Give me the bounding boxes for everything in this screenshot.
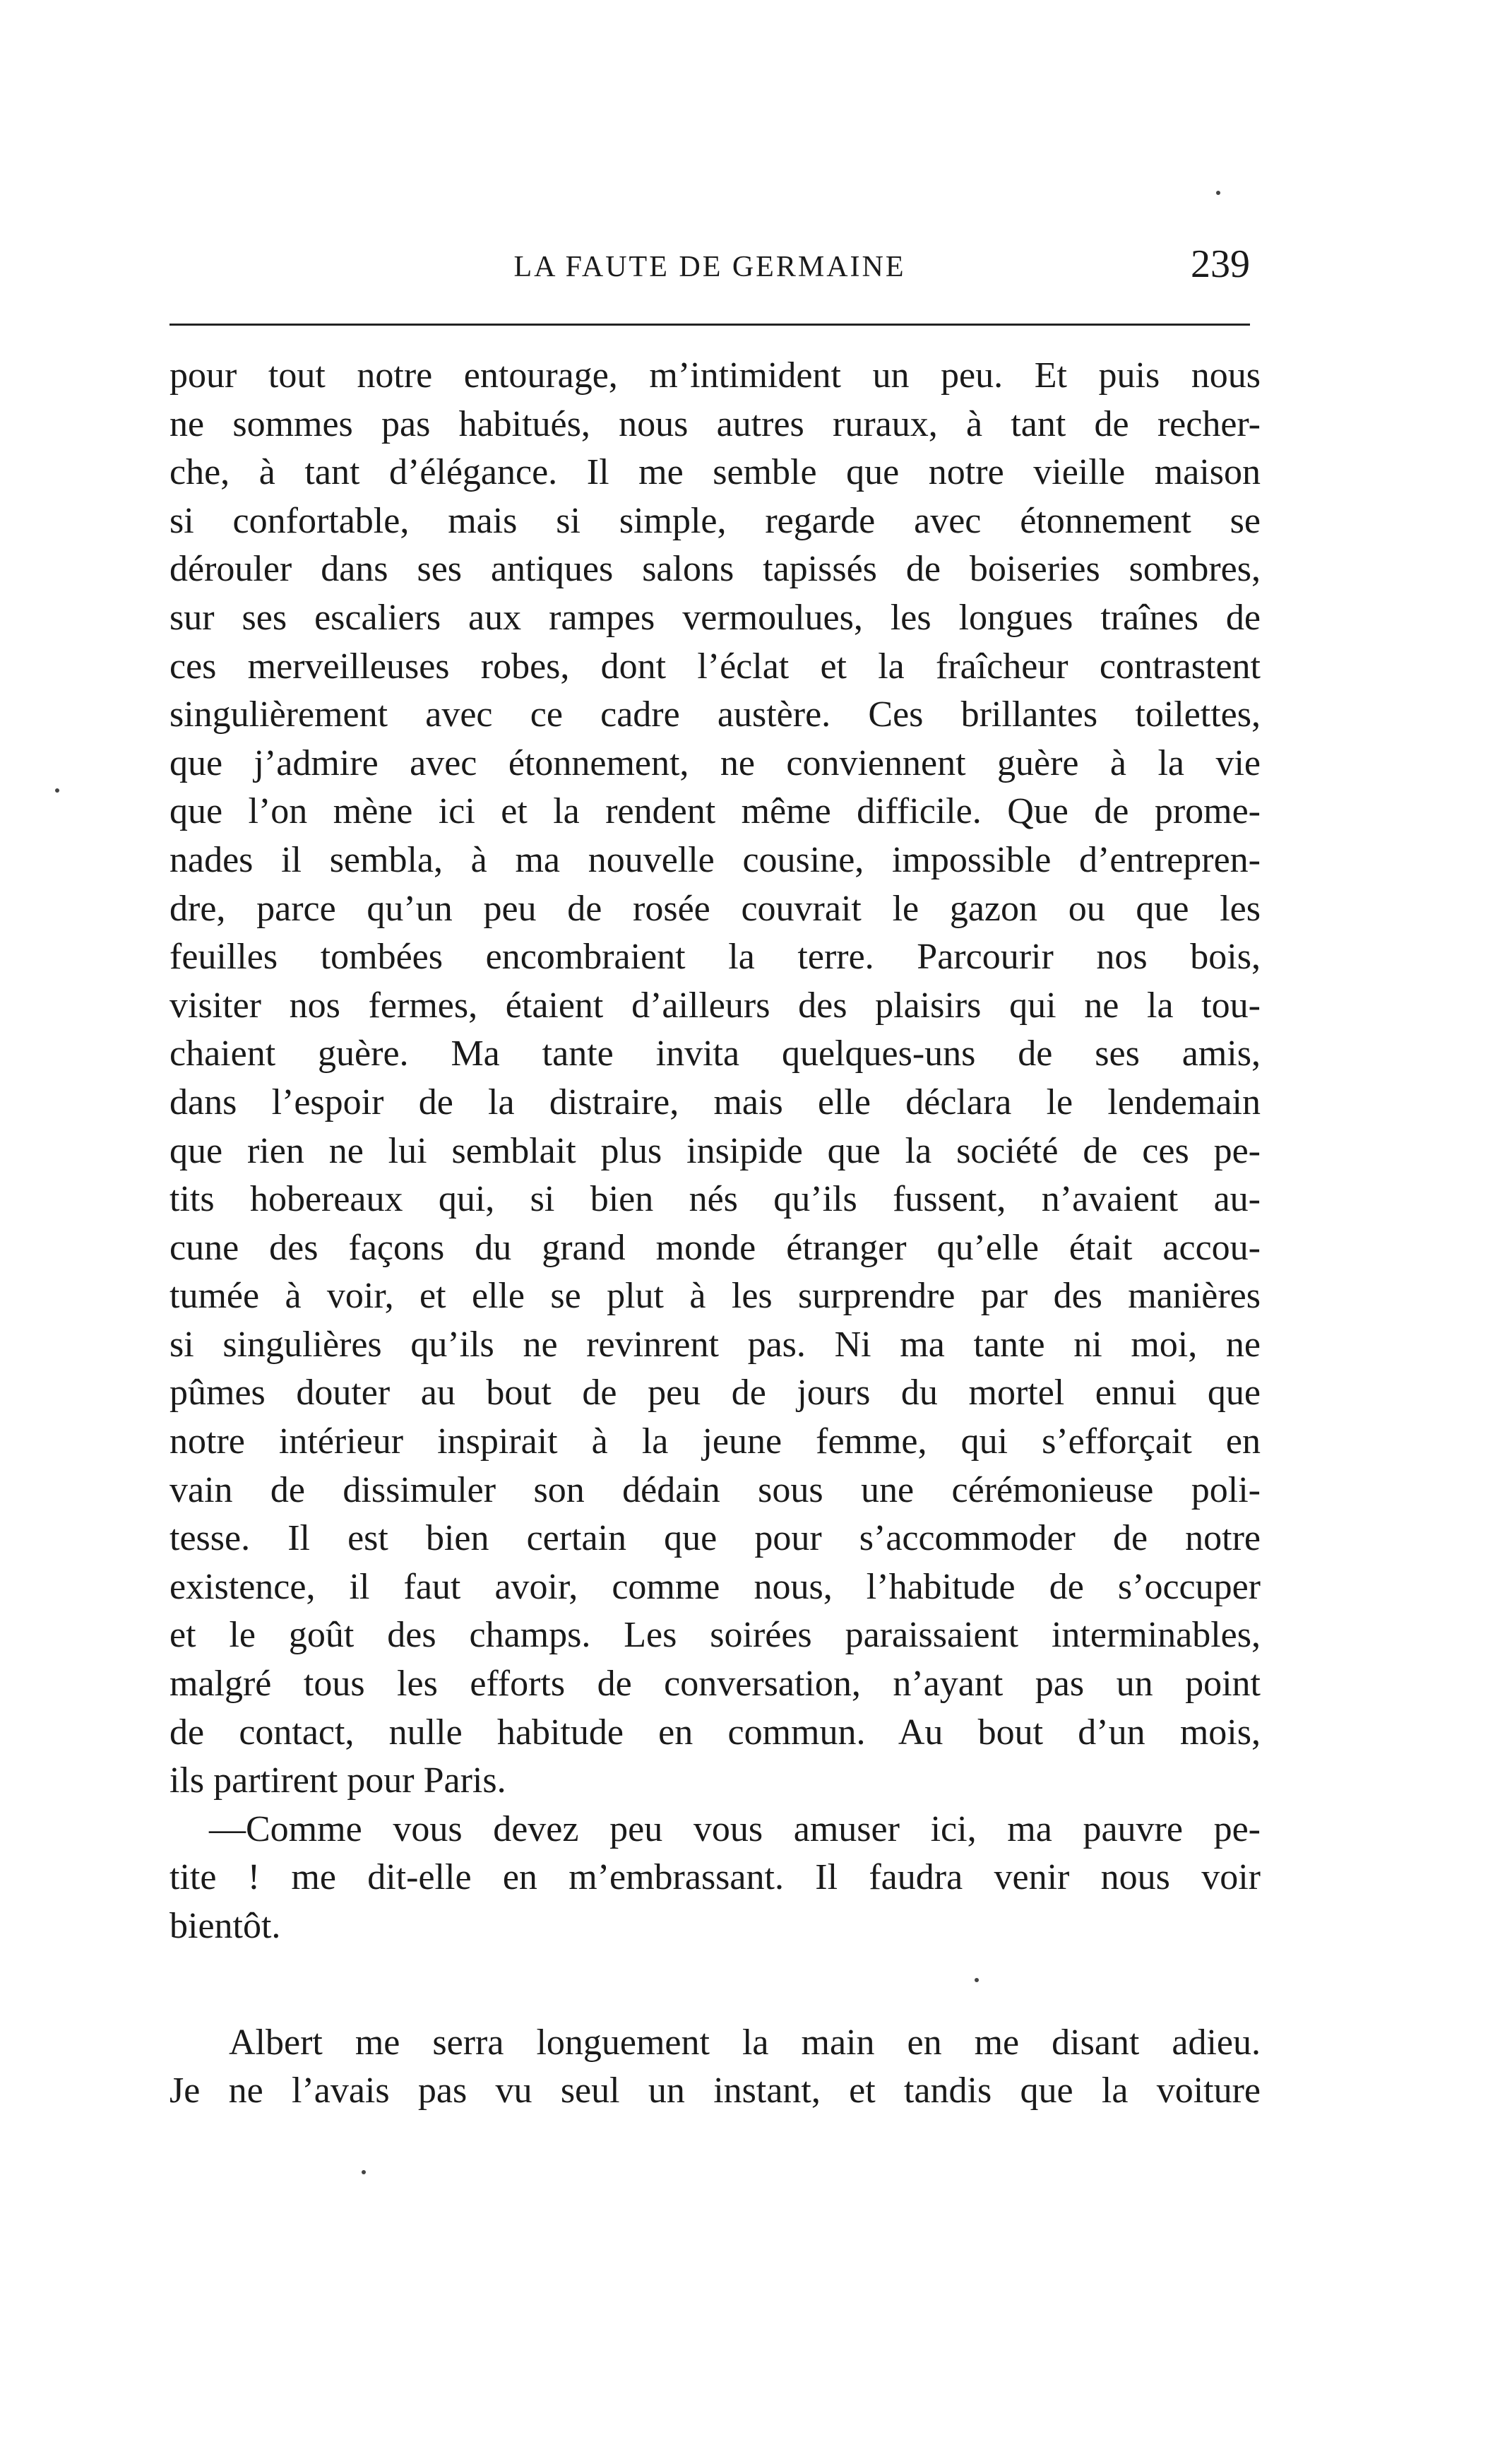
- section-break: [169, 1951, 1261, 2019]
- running-head: [169, 237, 1250, 294]
- text-line: ces merveilleuses robes, dont l’éclat et la fraîcheur contrastent: [169, 646, 1261, 687]
- print-speck: [1216, 191, 1220, 195]
- text-line: dérouler dans ses antiques salons tapissés de boiseries sombres,: [169, 549, 1261, 590]
- text-line: nades il sembla, à ma nouvelle cousine, impossible d’entrepren-: [169, 839, 1261, 880]
- body-text: [169, 352, 1261, 2116]
- text-line: pour tout notre entourage, m’intimident un peu. Et puis nous: [169, 355, 1261, 396]
- text-line: si confortable, mais si simple, regarde avec étonnement se: [169, 500, 1261, 541]
- text-line: chaient guère. Ma tante invita quelques-uns de ses amis,: [169, 1033, 1261, 1074]
- print-speck: [362, 2170, 366, 2174]
- text-line: Albert me serra longuement la main en me disant adieu.: [229, 2022, 1261, 2063]
- page-number: 239: [1191, 242, 1250, 286]
- text-line: bientôt.: [169, 1906, 281, 1946]
- text-line: singulièrement avec ce cadre austère. Ces brillantes toilettes,: [169, 694, 1261, 735]
- text-line: si singulières qu’ils ne revinrent pas. Ni ma tante ni moi, ne: [169, 1324, 1261, 1365]
- text-line: feuilles tombées encombraient la terre. Parcourir nos bois,: [169, 937, 1261, 978]
- text-line: tumée à voir, et elle se plut à les surprendre par des manières: [169, 1276, 1261, 1317]
- text-line: pûmes douter au bout de peu de jours du mortel ennui que: [169, 1373, 1261, 1414]
- text-line: dre, parce qu’un peu de rosée couvrait le gazon ou que les: [169, 888, 1261, 929]
- text-line: vain de dissimuler son dédain sous une cérémonieuse poli-: [169, 1469, 1261, 1510]
- print-speck: [975, 1978, 979, 1982]
- text-line: cune des façons du grand monde étranger qu’elle était accou-: [169, 1227, 1261, 1268]
- paragraph-2: [169, 1806, 1261, 1951]
- text-line: tesse. Il est bien certain que pour s’accommoder de notre: [169, 1518, 1261, 1559]
- text-line: ils partirent pour Paris.: [169, 1760, 506, 1801]
- text-line: sur ses escaliers aux rampes vermoulues, les longues traînes de: [169, 597, 1261, 638]
- paragraph-3: [169, 2019, 1261, 2116]
- text-line: et le goût des champs. Les soirées paraissaient interminables,: [169, 1615, 1261, 1656]
- header-rule: [169, 324, 1250, 326]
- text-line: que l’on mène ici et la rendent même difficile. Que de prome-: [169, 791, 1261, 832]
- text-line: que rien ne lui semblait plus insipide que la société de ces pe-: [169, 1130, 1261, 1171]
- text-line: ne sommes pas habitués, nous autres ruraux, à tant de recher-: [169, 403, 1261, 444]
- text-line: tits hobereaux qui, si bien nés qu’ils fussent, n’avaient au-: [169, 1179, 1261, 1220]
- print-speck: [55, 788, 59, 793]
- running-title: LA FAUTE DE GERMAINE: [513, 251, 906, 283]
- text-line: che, à tant d’élégance. Il me semble que notre vieille maison: [169, 452, 1261, 493]
- text-line: malgré tous les efforts de conversation, n’ayant pas un point: [169, 1664, 1261, 1705]
- paragraph-1: [169, 352, 1261, 1806]
- text-line: notre intérieur inspirait à la jeune femme, qui s’efforçait en: [169, 1421, 1261, 1462]
- text-line: —Comme vous devez peu vous amuser ici, ma pauvre pe-: [209, 1808, 1261, 1849]
- text-line: que j’admire avec étonnement, ne conviennent guère à la vie: [169, 742, 1261, 783]
- text-line: dans l’espoir de la distraire, mais elle déclara le lendemain: [169, 1082, 1261, 1122]
- text-line: existence, il faut avoir, comme nous, l’habitude de s’occuper: [169, 1566, 1261, 1607]
- text-line: visiter nos fermes, étaient d’ailleurs des plaisirs qui ne la tou-: [169, 985, 1261, 1026]
- text-line: tite ! me dit-elle en m’embrassant. Il faudra venir nous voir: [169, 1857, 1261, 1898]
- text-line: Je ne l’avais pas vu seul un instant, et tandis que la voiture: [169, 2070, 1261, 2111]
- text-line: de contact, nulle habitude en commun. Au bout d’un mois,: [169, 1712, 1261, 1753]
